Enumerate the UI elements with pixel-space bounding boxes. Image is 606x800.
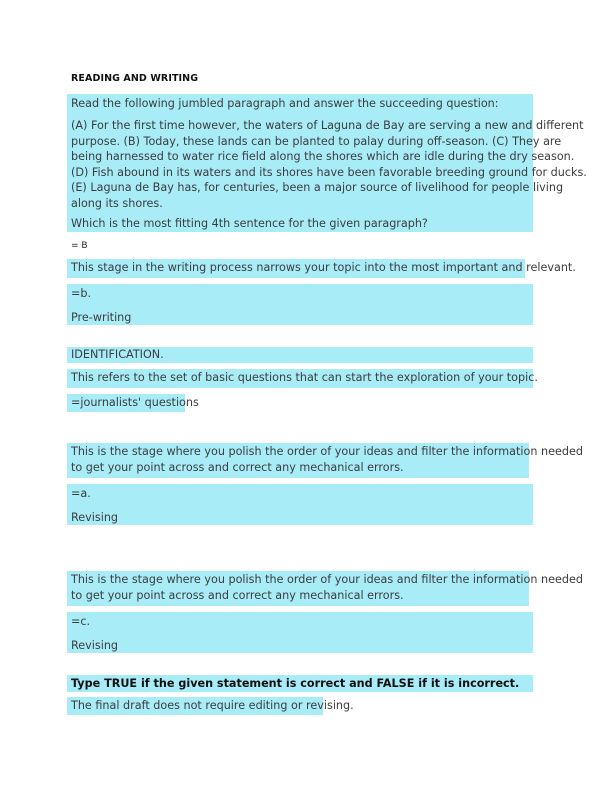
q2-question: This stage in the writing process narrows your topic into the most important and relevant. [71,261,576,274]
highlight-q2-answer [67,284,533,325]
q3-answer: =journalists' questions [71,396,199,409]
highlight-q4-answer [67,484,533,525]
q1-paragraph-line: being harnessed to water rice field along the shores which are idle during the dry season. [71,150,575,163]
q5-question-line: This is the stage where you polish the order of your ideas and filter the information needed [71,573,583,586]
q5-question-line: to get your point across and correct any mechanical errors. [71,589,404,602]
q1-paragraph-line: (E) Laguna de Bay has, for centuries, been a major source of livelihood for people living [71,181,564,194]
q2-answer: Pre-writing [71,311,132,324]
q6-instruction: Type TRUE if the given statement is correct and FALSE if it is incorrect. [71,677,520,690]
q2-choice: =b. [71,287,92,300]
q4-answer: Revising [71,511,119,524]
q5-answer: Revising [71,639,119,652]
q3-question: This refers to the set of basic questions that can start the exploration of your topic. [71,371,538,384]
q1-paragraph-line: (A) For the first time however, the waters of Laguna de Bay are serving a new and different [71,119,584,132]
q1-paragraph-line: along its shores. [71,196,163,210]
q3-label: IDENTIFICATION. [71,348,164,361]
q1-prompt: Read the following jumbled paragraph and answer the succeeding question: [71,97,499,110]
q5-choice: =c. [71,615,91,628]
q1-paragraph-line: (D) Fish abound in its waters and its shores have been favorable breeding ground for ducks. [71,165,587,179]
q6-statement: The final draft does not require editing or revising. [71,699,354,712]
q4-question-line: This is the stage where you polish the order of your ideas and filter the information needed [71,445,583,458]
q4-question-line: to get your point across and correct any mechanical errors. [71,461,404,474]
section-heading: READING AND WRITING [71,73,199,84]
highlight-q5-answer [67,612,533,653]
q1-answer: = B [71,241,88,251]
q1-paragraph-line: purpose. (B) Today, these lands can be planted to palay during off-season. (C) They are [71,134,562,148]
q1-question: Which is the most fitting 4th sentence for the given paragraph? [71,217,428,230]
q4-choice: =a. [71,487,91,500]
